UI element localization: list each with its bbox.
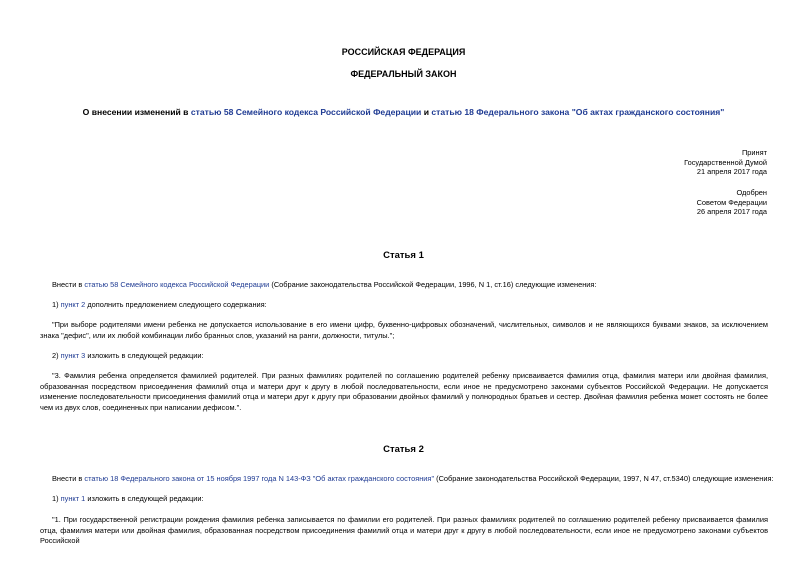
article1-quote1: "При выборе родителями имени ребенка не допускается использование в его имени цифр, буквенно-цифровых обозначений, числительных, символов и не являющихся буквами знаков, за исключением знака "дефис", или их любой комбинации либо бранных слов, указаний на ранги, должности, титулы.";	[40, 320, 768, 340]
adopted-line3: 21 апреля 2017 года	[696, 167, 767, 176]
title-middle: и	[421, 107, 432, 117]
title-prefix: О внесении изменений в	[82, 107, 191, 117]
article1-item1-prefix: 1)	[52, 300, 61, 309]
article2-link-point1[interactable]: пункт 1	[60, 494, 86, 503]
article1-link-point3[interactable]: пункт 3	[60, 351, 86, 360]
approved-line2: Советом Федерации	[696, 197, 767, 207]
title-link-civil-status-law[interactable]: статью 18 Федерального закона "Об актах гражданского состояния"	[431, 107, 725, 117]
article1-item2	[40, 351, 780, 362]
article1-link-point2[interactable]: пункт 2	[60, 300, 86, 309]
approved-block	[697, 188, 767, 217]
article2-heading: Статья 2	[383, 444, 424, 455]
article1-intro-prefix: Внести в	[52, 280, 85, 289]
approved-line1: Одобрен	[736, 188, 767, 197]
adopted-line1: Принят	[741, 148, 767, 157]
law-title	[0, 107, 807, 117]
adopted-block	[684, 148, 767, 177]
article2-quote1: "1. При государственной регистрации рождения фамилия ребенка записывается по фамилии его родителей. При разных фамилиях родителей по соглашению родителей ребенку присваивается фамилия отца, фамилия матери или двойная фамилия, образованная посредством присоединения фамилий отца и матери друг к другу в любой последовательности, если иное не предусмотрено законами субъектов Российской	[40, 515, 768, 546]
article2-intro-suffix: (Собрание законодательства Российской Федерации, 1997, N 47, ст.5340) следующие изменения:	[434, 474, 774, 483]
article1-link-family-code[interactable]: статью 58 Семейного кодекса Российской Федерации	[84, 280, 270, 289]
article2-link-civil-status-law[interactable]: статью 18 Федерального закона от 15 ноября 1997 года N 143-ФЗ "Об актах гражданского состояния"	[84, 474, 435, 483]
doc-type-heading: ФЕДЕРАЛЬНЫЙ ЗАКОН	[350, 69, 457, 79]
article1-quote2: "3. Фамилия ребенка определяется фамилией родителей. При разных фамилиях родителей по соглашению родителей ребенку присваивается фамилия отца, фамилия матери или двойная фамилия, образованная посредством присоединения фамилий отца и матери друг к другу в любой последовательности, если иное не предусмотрено законами субъектов Российской Федерации. Не допускается изменение последовательности присоединения фамилий отца и матери друг к другу при образовании двойных фамилий у полнородных братьев и сестер. Двойная фамилия ребенка может состоять не более чем из двух слов, соединенных при написании дефисом.".	[40, 371, 768, 412]
article1-item1	[40, 300, 780, 311]
adopted-line2: Государственной Думой	[684, 157, 767, 167]
article2-intro-prefix: Внести в	[52, 474, 85, 483]
article1-intro-suffix: (Собрание законодательства Российской Федерации, 1996, N 1, ст.16) следующие изменения:	[269, 280, 597, 289]
article1-heading: Статья 1	[383, 250, 424, 261]
article2-intro	[40, 474, 780, 485]
article1-item2-prefix: 2)	[52, 351, 61, 360]
article2-item1	[40, 494, 780, 505]
article1-item2-suffix: изложить в следующей редакции:	[85, 351, 204, 360]
article1-intro	[40, 280, 780, 291]
country-heading: РОССИЙСКАЯ ФЕДЕРАЦИЯ	[341, 47, 466, 57]
article2-item1-prefix: 1)	[52, 494, 61, 503]
article2-item1-suffix: изложить в следующей редакции:	[85, 494, 204, 503]
article1-item1-suffix: дополнить предложением следующего содержания:	[85, 300, 267, 309]
title-link-family-code[interactable]: статью 58 Семейного кодекса Российской Федерации	[190, 107, 422, 117]
approved-line3: 26 апреля 2017 года	[696, 207, 767, 216]
